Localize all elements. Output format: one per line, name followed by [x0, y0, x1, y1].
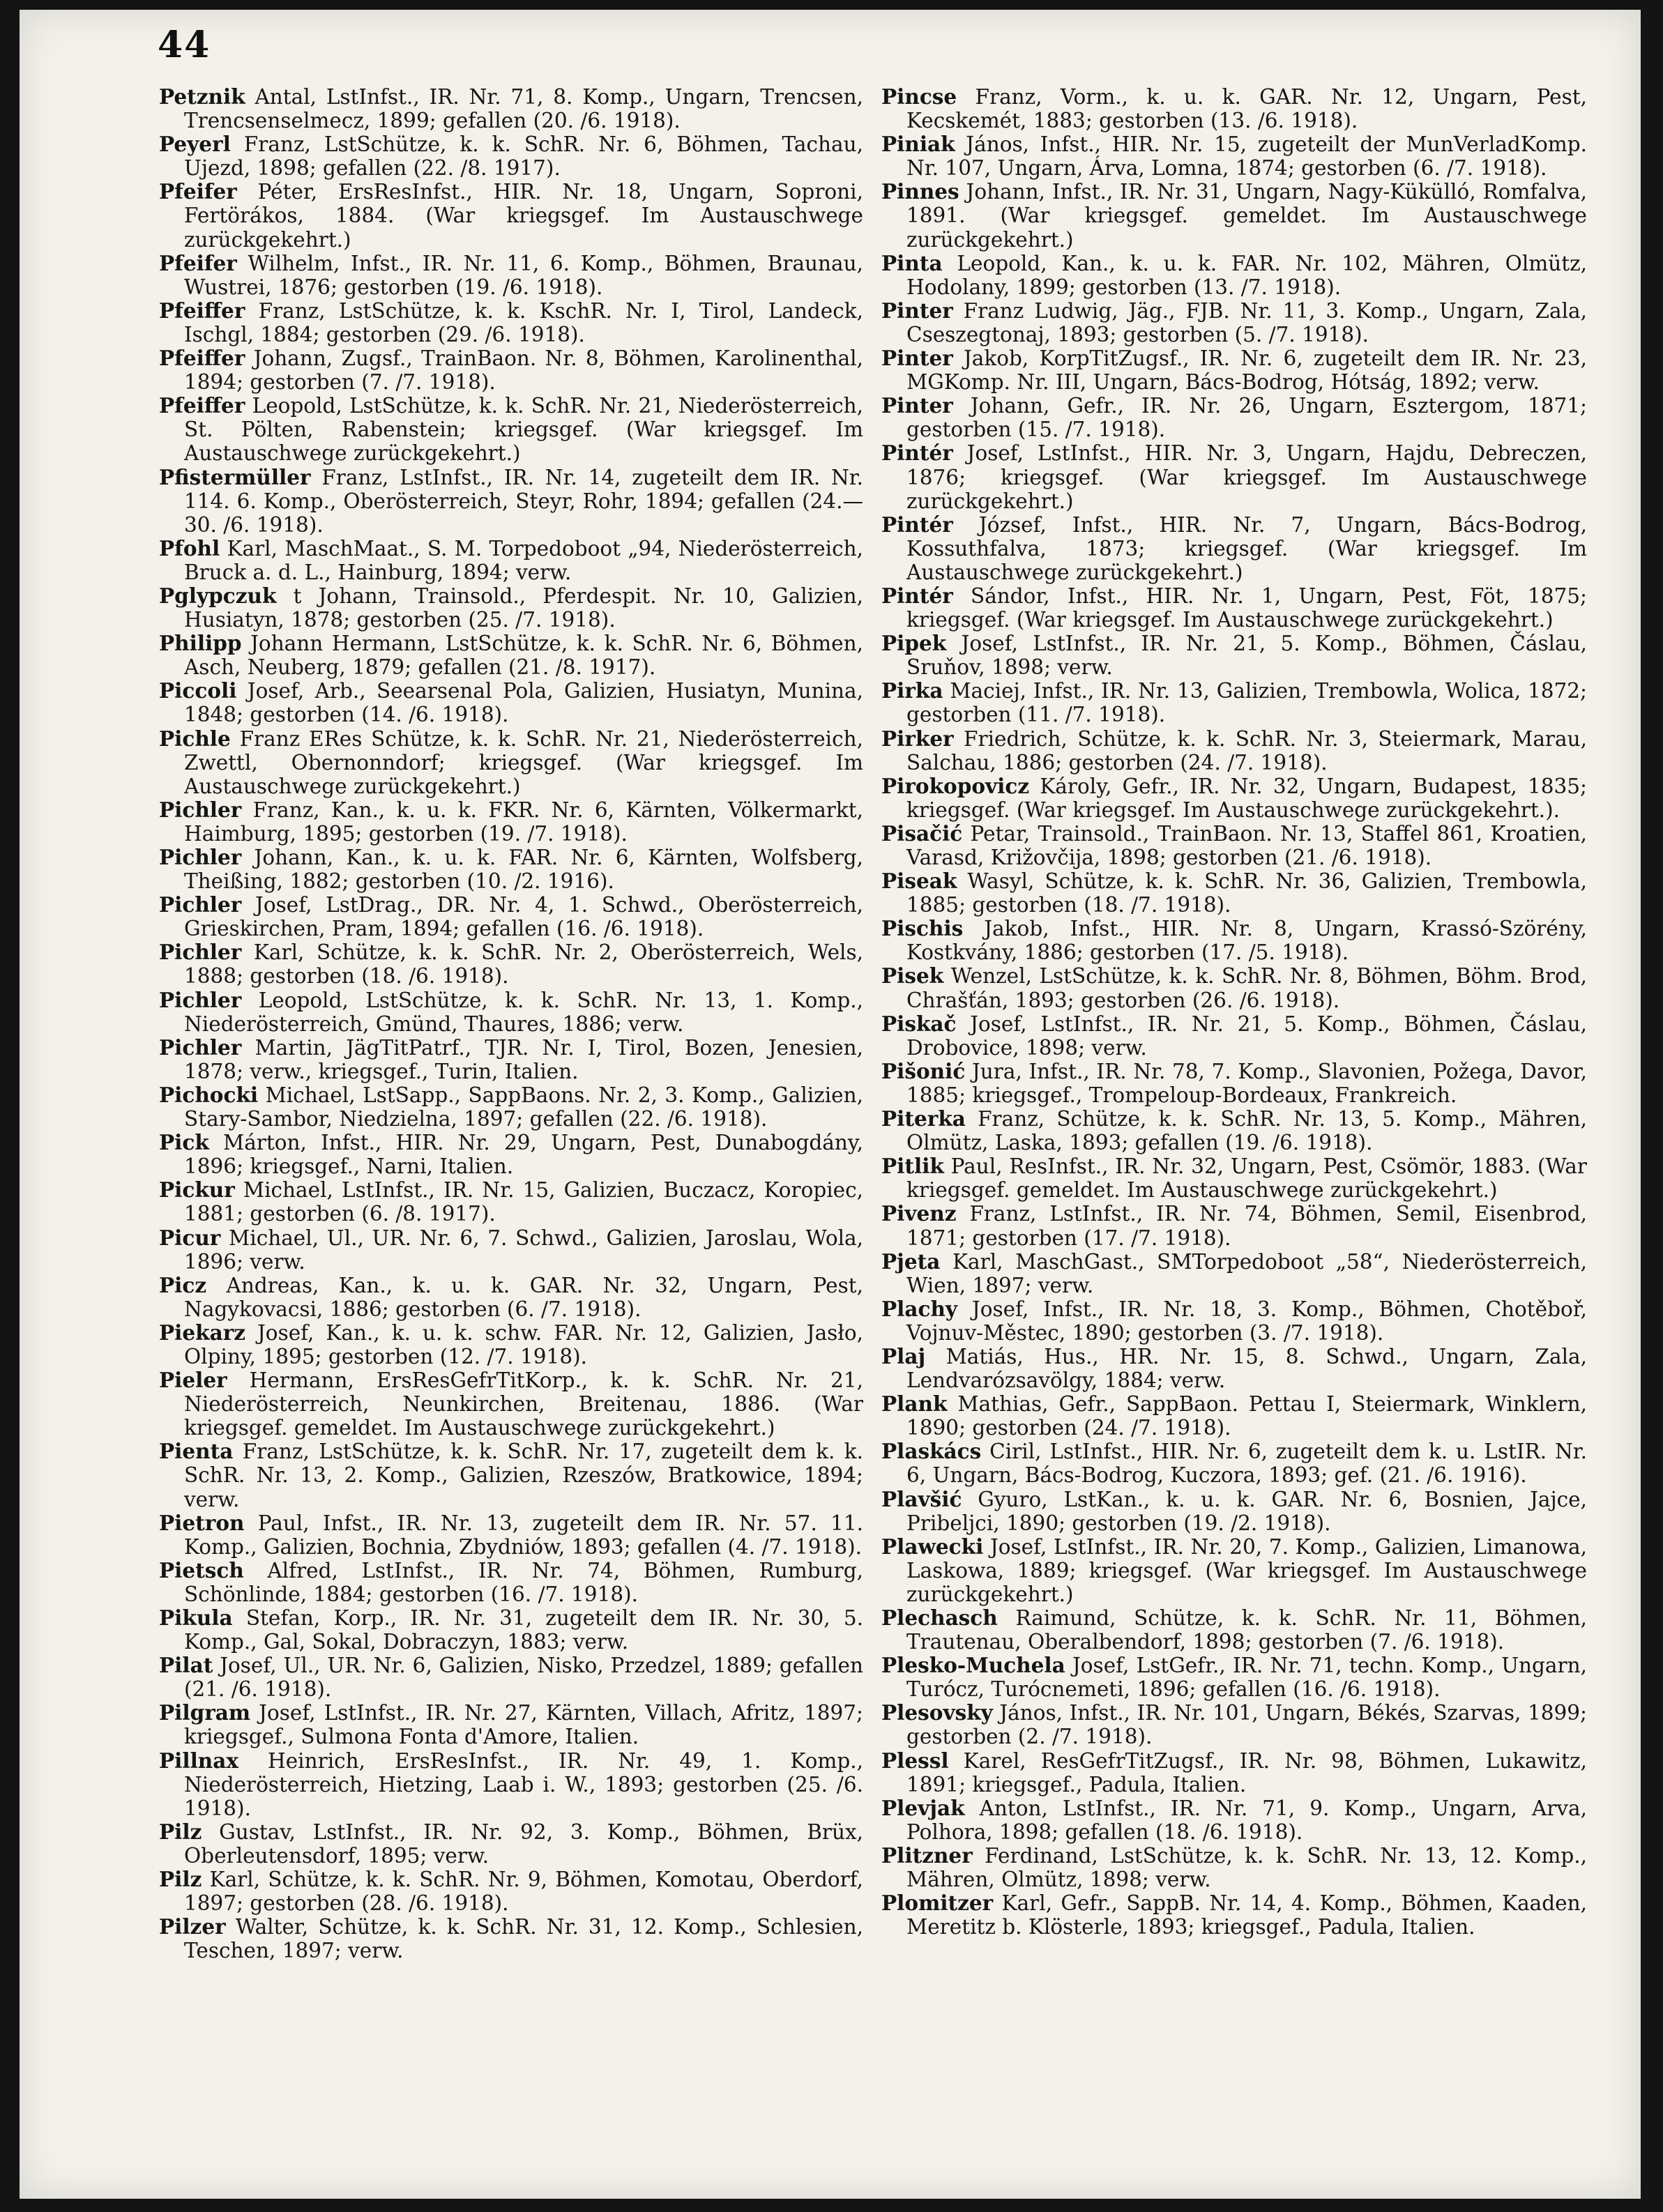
entry-surname: Pichler: [159, 1035, 242, 1060]
entry-surname: Piniak: [881, 132, 955, 157]
entry-details: Paul, ResInfst., IR. Nr. 32, Ungarn, Pest, Csömör, 1883. (War kriegsgef. gemeldet. Im Austauschwege zurückgekehrt.): [906, 1154, 1587, 1203]
list-entry: [881, 584, 1587, 632]
list-entry: [881, 180, 1587, 251]
entry-surname: Pintér: [881, 512, 953, 537]
list-entry: [159, 1321, 863, 1368]
entry-details: Matiás, Hus., HR. Nr. 15, 8. Schwd., Ungarn, Zala, Lendvarózsavölgy, 1884; verw.: [906, 1344, 1587, 1393]
list-entry: [881, 822, 1587, 869]
list-entry: [159, 846, 863, 893]
list-entry: [881, 346, 1587, 394]
entry-details: Karel, ResGefrTitZugsf., IR. Nr. 98, Böhmen, Lukawitz, 1891; kriegsgef., Padula, Italien.: [906, 1748, 1587, 1797]
entry-surname: Pikula: [159, 1605, 233, 1630]
entry-details: Karl, Schütze, k. k. SchR. Nr. 2, Oberösterreich, Wels, 1888; gestorben (18. /6. 1918).: [184, 940, 863, 989]
page-number: 44: [158, 24, 211, 66]
entry-details: Karl, Gefr., SappB. Nr. 14, 4. Komp., Böhmen, Kaaden, Meretitz b. Klösterle, 1893; kriegsgef., Padula, Italien.: [906, 1891, 1587, 1939]
list-entry: [159, 132, 863, 180]
list-entry: [159, 893, 863, 940]
entry-details: Sándor, Infst., HIR. Nr. 1, Ungarn, Pest, Föt, 1875; kriegsgef. (War kriegsgef. Im Austauschwege zurückgekehrt.): [906, 583, 1587, 632]
entry-details: Josef, LstInfst., HIR. Nr. 3, Ungarn, Hajdu, Debreczen, 1876; kriegsgef. (War kriegsgef. Im Austauschwege zurückgekehrt.): [906, 441, 1587, 513]
entry-details: Paul, Infst., IR. Nr. 13, zugeteilt dem IR. Nr. 57. 11. Komp., Galizien, Bochnia, Zbydniów, 1893; gefallen (4. /7. 1918).: [184, 1511, 863, 1559]
list-entry: [881, 85, 1587, 132]
list-entry: [881, 1749, 1587, 1797]
entry-surname: Peyerl: [159, 132, 231, 157]
list-entry: [881, 1535, 1587, 1606]
entry-surname: Philipp: [159, 631, 242, 656]
entry-details: Josef, Arb., Seearsenal Pola, Galizien, Husiatyn, Munina, 1848; gestorben (14. /6. 1918).: [184, 679, 863, 727]
entry-surname: Pichler: [159, 892, 242, 917]
entry-surname: Piekarz: [159, 1320, 246, 1345]
list-entry: [159, 584, 863, 632]
entry-details: t Johann, Trainsold., Pferdespit. Nr. 10, Galizien, Husiatyn, 1878; gestorben (25. /7. 1918).: [184, 583, 863, 632]
entry-details: Franz, LstInfst., IR. Nr. 14, zugeteilt dem IR. Nr. 114. 6. Komp., Oberösterreich, Steyr, Rohr, 1894; gefallen (24.—30. /6. 1918).: [184, 465, 863, 537]
list-entry: [159, 1511, 863, 1559]
entry-surname: Plank: [881, 1391, 948, 1417]
entry-surname: Pintér: [881, 441, 953, 466]
entry-surname: Pilz: [159, 1867, 202, 1892]
entry-surname: Pfohl: [159, 535, 220, 560]
entry-details: Johann, Zugsf., TrainBaon. Nr. 8, Böhmen, Karolinenthal, 1894; gestorben (7. /7. 1918).: [184, 346, 863, 395]
list-entry: [159, 1226, 863, 1274]
entry-surname: Pillnax: [159, 1748, 238, 1773]
entry-details: Leopold, LstSchütze, k. k. SchR. Nr. 21, Niederösterreich, St. Pölten, Rabenstein; kriegsgef. (War kriegsgef. Im Austauschwege zurückgekehrt.): [184, 394, 863, 466]
list-entry: [159, 1440, 863, 1511]
entry-surname: Pfeifer: [159, 250, 237, 275]
entry-details: Ciril, LstInfst., HIR. Nr. 6, zugeteilt dem k. u. LstIR. Nr. 6, Ungarn, Bács-Bodrog, Kuczora, 1893; gef. (21. /6. 1916).: [906, 1440, 1587, 1488]
entry-details: Stefan, Korp., IR. Nr. 31, zugeteilt dem IR. Nr. 30, 5. Komp., Gal, Sokal, Dobraczyn, 1883; verw.: [184, 1606, 863, 1654]
list-entry: [159, 394, 863, 465]
list-entry: [159, 1559, 863, 1606]
entry-details: Karl, Schütze, k. k. SchR. Nr. 9, Böhmen, Komotau, Oberdorf, 1897; gestorben (28. /6. 1918).: [184, 1868, 863, 1916]
list-entry: [159, 1274, 863, 1321]
entry-details: Michael, LstInfst., IR. Nr. 15, Galizien, Buczacz, Koropiec, 1881; gestorben (6. /8. 1917).: [184, 1178, 863, 1226]
entry-details: Andreas, Kan., k. u. k. GAR. Nr. 32, Ungarn, Pest, Nagykovacsi, 1886; gestorben (6. /7. 1918).: [184, 1273, 863, 1321]
list-entry: [159, 1606, 863, 1654]
entry-details: Josef, Infst., IR. Nr. 18, 3. Komp., Böhmen, Chotěboř, Vojnuv-Městec, 1890; gestorben (3. /7. 1918).: [906, 1297, 1587, 1345]
list-entry: [881, 1701, 1587, 1748]
entry-details: Wilhelm, Infst., IR. Nr. 11, 6. Komp., Böhmen, Braunau, Wustrei, 1876; gestorben (19. /6. 1918).: [184, 251, 863, 299]
entry-details: Károly, Gefr., IR. Nr. 32, Ungarn, Budapest, 1835; kriegsgef. (War kriegsgef. Im Austauschwege zurückgekehrt.).: [906, 774, 1587, 822]
entry-surname: Pfeiffer: [159, 346, 245, 371]
list-entry: [159, 299, 863, 346]
entry-surname: Pfeiffer: [159, 298, 245, 323]
entry-surname: Pick: [159, 1130, 209, 1155]
list-entry: [159, 1915, 863, 1962]
list-entry: [881, 869, 1587, 917]
entry-details: Franz, LstSchütze, k. k. SchR. Nr. 17, zugeteilt dem k. k. SchR. Nr. 13, 2. Komp., Galizien, Rzeszów, Bratkowice, 1894; verw.: [184, 1440, 863, 1511]
entry-surname: Plevjak: [881, 1795, 965, 1820]
list-entry: [159, 1749, 863, 1820]
list-entry: [881, 394, 1587, 441]
entry-details: Josef, LstGefr., IR. Nr. 71, techn. Komp., Ungarn, Turócz, Turócnemeti, 1896; gefallen (16. /6. 1918).: [906, 1654, 1587, 1702]
entry-surname: Plesovsky: [881, 1700, 993, 1725]
list-entry: [159, 798, 863, 846]
entry-surname: Petznik: [159, 84, 245, 109]
entry-surname: Pichler: [159, 940, 242, 965]
entry-surname: Pfeifer: [159, 179, 237, 204]
entry-surname: Pienta: [159, 1439, 234, 1464]
entry-surname: Pglypczuk: [159, 583, 277, 608]
entry-surname: Pisek: [881, 963, 944, 989]
list-entry: [159, 1868, 863, 1915]
list-entry: [159, 1701, 863, 1748]
list-entry: [159, 1178, 863, 1226]
list-entry: [881, 1654, 1587, 1701]
list-entry: [159, 346, 863, 394]
entry-details: Péter, ErsResInfst., HIR. Nr. 18, Ungarn, Soproni, Fertörákos, 1884. (War kriegsgef. Im Austauschwege zurückgekehrt.): [184, 180, 863, 252]
entry-surname: Pischis: [881, 916, 964, 941]
list-entry: [159, 679, 863, 726]
entry-details: Heinrich, ErsResInfst., IR. Nr. 49, 1. Komp., Niederösterreich, Hietzing, Laab i. W., 1893; gestorben (25. /6. 1918).: [184, 1748, 863, 1820]
list-entry: [881, 1891, 1587, 1939]
list-entry: [881, 1107, 1587, 1154]
list-entry: [881, 964, 1587, 1012]
left-column: [159, 85, 863, 1962]
entry-surname: Pivenz: [881, 1201, 957, 1226]
entry-surname: Picz: [159, 1272, 207, 1297]
entry-details: Jakob, KorpTitZugsf., IR. Nr. 6, zugeteilt dem IR. Nr. 23, MGKomp. Nr. III, Ungarn, Bács-Bodrog, Hótság, 1892; verw.: [906, 346, 1587, 395]
list-entry: [881, 1392, 1587, 1440]
entry-details: Franz, Vorm., k. u. k. GAR. Nr. 12, Ungarn, Pest, Kecskemét, 1883; gestorben (13. /6. 1918).: [906, 85, 1587, 133]
list-entry: [881, 1250, 1587, 1297]
list-entry: [159, 940, 863, 988]
entry-surname: Pinter: [881, 346, 953, 371]
list-entry: [881, 1606, 1587, 1654]
entry-surname: Piseak: [881, 869, 957, 894]
entry-details: János, Infst., IR. Nr. 101, Ungarn, Békés, Szarvas, 1899; gestorben (2. /7. 1918).: [906, 1701, 1587, 1749]
entry-details: Jakob, Infst., HIR. Nr. 8, Ungarn, Krassó-Szörény, Kostkvány, 1886; gestorben (17. /5. 1918).: [906, 917, 1587, 965]
entry-details: Franz ERes Schütze, k. k. SchR. Nr. 21, Niederösterreich, Zwettl, Obernonndorf; kriegsgef. (War kriegsgef. Im Austauschwege zurückgekehrt.): [184, 726, 863, 798]
entry-details: Anton, LstInfst., IR. Nr. 71, 9. Komp., Ungarn, Arva, Polhora, 1898; gefallen (18. /6. 1918).: [906, 1796, 1587, 1844]
list-entry: [159, 252, 863, 299]
entry-details: Mathias, Gefr., SappBaon. Pettau I, Steiermark, Winklern, 1890; gestorben (24. /7. 1918).: [906, 1392, 1587, 1440]
entry-surname: Plechasch: [881, 1605, 998, 1630]
list-entry: [159, 537, 863, 584]
list-entry: [159, 989, 863, 1036]
list-entry: [881, 1844, 1587, 1891]
entry-surname: Pilat: [159, 1653, 213, 1678]
list-entry: [881, 513, 1587, 584]
list-entry: [881, 1797, 1587, 1844]
entry-surname: Piccoli: [159, 678, 237, 703]
list-entry: [881, 1345, 1587, 1392]
entry-surname: Pietron: [159, 1510, 245, 1535]
entry-surname: Pinnes: [881, 179, 959, 204]
list-entry: [881, 132, 1587, 180]
list-entry: [159, 1083, 863, 1131]
list-entry: [159, 180, 863, 251]
entry-details: Alfred, LstInfst., IR. Nr. 74, Böhmen, Rumburg, Schönlinde, 1884; gestorben (16. /7. 1918).: [184, 1558, 863, 1606]
entry-details: János, Infst., HIR. Nr. 15, zugeteilt der MunVerladKomp. Nr. 107, Ungarn, Árva, Lomna, 1874; gestorben (6. /7. 1918).: [906, 132, 1587, 181]
list-entry: [159, 85, 863, 132]
entry-surname: Pichler: [159, 987, 242, 1012]
entry-surname: Plesko-Muchela: [881, 1653, 1065, 1678]
entry-surname: Pirokopovicz: [881, 773, 1030, 798]
entry-surname: Pilzer: [159, 1914, 226, 1939]
entry-surname: Piterka: [881, 1106, 966, 1131]
list-entry: [881, 1202, 1587, 1249]
entry-surname: Pintér: [881, 583, 953, 608]
list-entry: [881, 1154, 1587, 1202]
list-entry: [881, 252, 1587, 299]
list-entry: [159, 466, 863, 537]
entry-surname: Plaj: [881, 1343, 926, 1368]
list-entry: [159, 1036, 863, 1083]
entry-details: Johann, Kan., k. u. k. FAR. Nr. 6, Kärnten, Wolfsberg, Theißing, 1882; gestorben (10. /2. 1916).: [184, 846, 863, 894]
entry-surname: Pirker: [881, 726, 954, 751]
entry-details: Johann Hermann, LstSchütze, k. k. SchR. Nr. 6, Böhmen, Asch, Neuberg, 1879; gefallen (21. /8. 1917).: [184, 632, 863, 680]
entry-surname: Pinta: [881, 250, 943, 275]
entry-details: Josef, LstInfst., IR. Nr. 27, Kärnten, Villach, Afritz, 1897; kriegsgef., Sulmona Fonta d'Amore, Italien.: [184, 1701, 863, 1749]
entry-details: Petar, Trainsold., TrainBaon. Nr. 13, Staffel 861, Kroatien, Varasd, Križovčija, 1898; gestorben (21. /6. 1918).: [906, 821, 1587, 869]
entry-details: Johann, Gefr., IR. Nr. 26, Ungarn, Esztergom, 1871; gestorben (15. /7. 1918).: [906, 394, 1587, 442]
entry-surname: Pinter: [881, 298, 953, 323]
list-entry: [881, 1060, 1587, 1107]
entry-details: Márton, Infst., HIR. Nr. 29, Ungarn, Pest, Dunabogdány, 1896; kriegsgef., Narni, Italien.: [184, 1131, 863, 1179]
entry-surname: Pichler: [159, 845, 242, 869]
entry-details: Friedrich, Schütze, k. k. SchR. Nr. 3, Steiermark, Marau, Salchau, 1886; gestorben (24. /7. 1918).: [906, 726, 1587, 775]
entry-details: Josef, LstDrag., DR. Nr. 4, 1. Schwd., Oberösterreich, Grieskirchen, Pram, 1894; gefallen (16. /6. 1918).: [184, 893, 863, 941]
list-entry: [881, 441, 1587, 512]
entry-details: Franz Ludwig, Jäg., FJB. Nr. 11, 3. Komp., Ungarn, Zala, Cseszegtonaj, 1893; gestorben (5. /7. 1918).: [906, 298, 1587, 346]
entry-details: Franz, LstInfst., IR. Nr. 74, Böhmen, Semil, Eisenbrod, 1871; gestorben (17. /7. 1918).: [906, 1202, 1587, 1250]
entry-details: Wasyl, Schütze, k. k. SchR. Nr. 36, Galizien, Trembowla, 1885; gestorben (18. /7. 1918).: [906, 869, 1587, 917]
entry-details: Hermann, ErsResGefrTitKorp., k. k. SchR. Nr. 21, Niederösterreich, Neunkirchen, Breitenau, 1886. (War kriegsgef. gemeldet. Im Austauschwege zurückgekehrt.): [184, 1368, 863, 1440]
entry-surname: Pišonić: [881, 1058, 966, 1083]
entry-surname: Pipek: [881, 631, 947, 656]
entry-surname: Pilz: [159, 1819, 202, 1844]
entry-surname: Plachy: [881, 1296, 958, 1321]
document-page: [20, 10, 1641, 2199]
entry-details: Leopold, Kan., k. u. k. FAR. Nr. 102, Mähren, Olmütz, Hodolany, 1899; gestorben (13. /7. 1918).: [906, 251, 1587, 299]
list-entry: [159, 632, 863, 679]
entry-details: Walter, Schütze, k. k. SchR. Nr. 31, 12. Komp., Schlesien, Teschen, 1897; verw.: [184, 1915, 863, 1963]
entry-surname: Pietsch: [159, 1557, 244, 1582]
list-entry: [881, 775, 1587, 822]
entry-details: Raimund, Schütze, k. k. SchR. Nr. 11, Böhmen, Trautenau, Oberalbendorf, 1898; gestorben (7. /6. 1918).: [906, 1606, 1587, 1654]
entry-surname: Plitzner: [881, 1843, 973, 1868]
entry-details: Leopold, LstSchütze, k. k. SchR. Nr. 13, 1. Komp., Niederösterreich, Gmünd, Thaures, 1886; verw.: [184, 988, 863, 1036]
entry-surname: Pickur: [159, 1177, 235, 1203]
list-entry: [881, 1488, 1587, 1535]
entry-surname: Pichle: [159, 726, 231, 751]
entry-details: József, Infst., HIR. Nr. 7, Ungarn, Bács-Bodrog, Kossuthfalva, 1873; kriegsgef. (War kriegsgef. Im Austauschwege zurückgekehrt.): [906, 512, 1587, 584]
entry-details: Johann, Infst., IR. Nr. 31, Ungarn, Nagy-Kükülló, Romfalva, 1891. (War kriegsgef. gemeldet. Im Austauschwege zurückgekehrt.): [906, 180, 1587, 252]
right-column: [881, 85, 1587, 1939]
list-entry: [881, 299, 1587, 346]
entry-details: Franz, Kan., k. u. k. FKR. Nr. 6, Kärnten, Völkermarkt, Haimburg, 1895; gestorben (19. /7. 1918).: [184, 798, 863, 846]
list-entry: [881, 632, 1587, 679]
entry-surname: Pinter: [881, 393, 953, 418]
entry-surname: Piskač: [881, 1011, 957, 1036]
list-entry: [159, 1368, 863, 1440]
list-entry: [881, 1012, 1587, 1060]
list-entry: [159, 1131, 863, 1178]
list-entry: [159, 727, 863, 798]
entry-surname: Pitlik: [881, 1154, 944, 1179]
entry-surname: Pfistermüller: [159, 464, 311, 489]
entry-details: Michael, Ul., UR. Nr. 6, 7. Schwd., Galizien, Jaroslau, Wola, 1896; verw.: [184, 1226, 863, 1274]
entry-surname: Pirka: [881, 678, 943, 703]
entry-surname: Pisačić: [881, 821, 963, 846]
entry-details: Michael, LstSapp., SappBaons. Nr. 2, 3. Komp., Galizien, Stary-Sambor, Niedzielna, 1897; gefallen (22. /6. 1918).: [184, 1083, 863, 1131]
list-entry: [881, 1440, 1587, 1487]
entry-details: Franz, LstSchütze, k. k. SchR. Nr. 6, Böhmen, Tachau, Ujezd, 1898; gefallen (22. /8. 1917).: [184, 132, 863, 181]
entry-details: Josef, LstInfst., IR. Nr. 21, 5. Komp., Böhmen, Čáslau, Drobovice, 1898; verw.: [906, 1012, 1587, 1060]
entry-details: Josef, LstInfst., IR. Nr. 21, 5. Komp., Böhmen, Čáslau, Sruňov, 1898; verw.: [906, 632, 1587, 680]
entry-details: Franz, LstSchütze, k. k. KschR. Nr. I, Tirol, Landeck, Ischgl, 1884; gestorben (29. /6. 1918).: [184, 298, 863, 346]
list-entry: [159, 1820, 863, 1868]
entry-surname: Pieler: [159, 1368, 227, 1393]
entry-surname: Pfeiffer: [159, 393, 245, 418]
list-entry: [881, 1297, 1587, 1345]
entry-details: Josef, LstInfst., IR. Nr. 20, 7. Komp., Galizien, Limanowa, Laskowa, 1889; kriegsgef. (War kriegsgef. Im Austauschwege zurückgekehrt.): [906, 1534, 1587, 1606]
entry-details: Jura, Infst., IR. Nr. 78, 7. Komp., Slavonien, Požega, Davor, 1885; kriegsgef., Trompeloup-Bordeaux, Frankreich.: [906, 1059, 1587, 1107]
entry-surname: Pilgram: [159, 1700, 251, 1725]
entry-details: Ferdinand, LstSchütze, k. k. SchR. Nr. 13, 12. Komp., Mähren, Olmütz, 1898; verw.: [906, 1843, 1587, 1892]
entry-details: Gustav, LstInfst., IR. Nr. 92, 3. Komp., Böhmen, Brüx, Oberleutensdorf, 1895; verw.: [184, 1820, 863, 1868]
list-entry: [881, 917, 1587, 964]
list-entry: [159, 1654, 863, 1701]
entry-surname: Plessl: [881, 1748, 949, 1773]
entry-surname: Plomitzer: [881, 1891, 994, 1916]
entry-surname: Pincse: [881, 84, 957, 109]
entry-details: Karl, MaschGast., SMTorpedoboot „58“, Niederösterreich, Wien, 1897; verw.: [906, 1249, 1587, 1297]
entry-details: Antal, LstInfst., IR. Nr. 71, 8. Komp., Ungarn, Trencsen, Trencsenselmecz, 1899; gefallen (20. /6. 1918).: [184, 85, 863, 133]
entry-surname: Pjeta: [881, 1249, 941, 1274]
entry-surname: Picur: [159, 1225, 221, 1250]
entry-details: Gyuro, LstKan., k. u. k. GAR. Nr. 6, Bosnien, Jajce, Pribeljci, 1890; gestorben (19. /2. 1918).: [906, 1487, 1587, 1535]
entry-details: Maciej, Infst., IR. Nr. 13, Galizien, Trembowla, Wolica, 1872; gestorben (11. /7. 1918).: [906, 679, 1587, 727]
entry-surname: Pichler: [159, 797, 242, 822]
entry-details: Franz, Schütze, k. k. SchR. Nr. 13, 5. Komp., Mähren, Olmütz, Laska, 1893; gefallen (19. /6. 1918).: [906, 1107, 1587, 1155]
entry-surname: Plaskács: [881, 1439, 982, 1464]
entry-details: Josef, Kan., k. u. k. schw. FAR. Nr. 12, Galizien, Jasło, Olpiny, 1895; gestorben (12. /7. 1918).: [184, 1320, 863, 1368]
entry-details: Josef, Ul., UR. Nr. 6, Galizien, Nisko, Przedzel, 1889; gefallen (21. /6. 1918).: [184, 1654, 863, 1702]
list-entry: [881, 727, 1587, 775]
entry-details: Wenzel, LstSchütze, k. k. SchR. Nr. 8, Böhmen, Böhm. Brod, Chrašťán, 1893; gestorben (26. /6. 1918).: [906, 964, 1587, 1012]
entry-details: Martin, JägTitPatrf., TJR. Nr. I, Tirol, Bozen, Jenesien, 1878; verw., kriegsgef., Turin, Italien.: [184, 1035, 863, 1083]
entry-surname: Plavšić: [881, 1486, 962, 1511]
entry-surname: Pichocki: [159, 1082, 259, 1107]
entry-details: Karl, MaschMaat., S. M. Torpedoboot „94, Niederösterreich, Bruck a. d. L., Hainburg, 1894; verw.: [184, 536, 863, 584]
entry-surname: Plawecki: [881, 1534, 984, 1559]
list-entry: [881, 679, 1587, 726]
